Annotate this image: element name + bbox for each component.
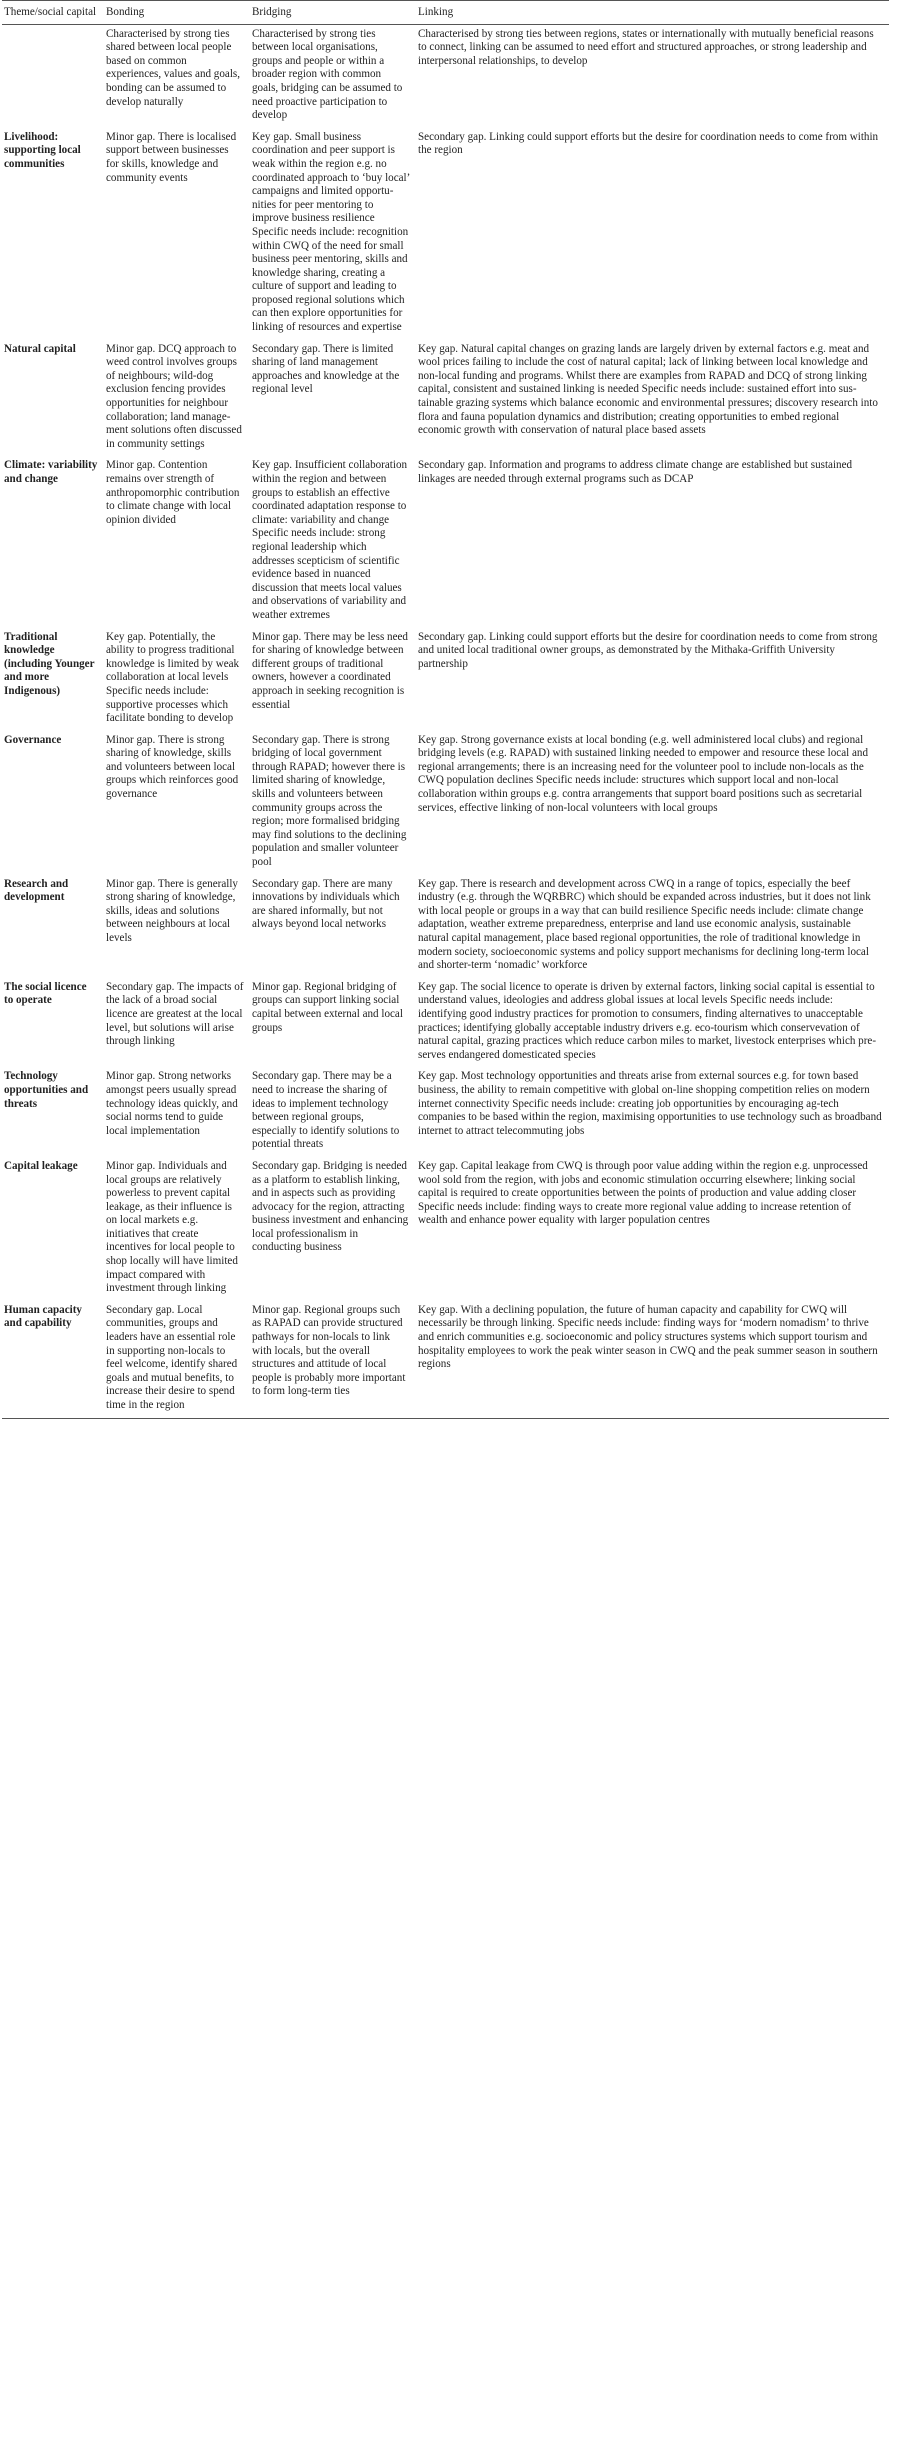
linking-cell: Key gap. There is research and development across CWQ in a range of topics, especially the beef industry (e.g. through the WQRBRC) which should be expanded across industries, but it does not link with local people or groups in a way that can build resilience Specific needs include: climate change adaptation, weather extreme preparedness, enterprise and land use economic analysis, sustainable natural capital management, place based regional opportunities, the role of traditional knowledge in modern society, socioeconomic systems and policy support mechanisms for declining long-term local and shorter-term ‘nomadic’ workforce [418,877,871,972]
theme-cell: Research and development [4,877,69,904]
bridging-cell: Secondary gap. There is limited sharing of land management approaches and knowledge at the regional level [252,342,400,396]
theme-cell: Technology opportunities and threats [4,1070,89,1110]
bridging-cell: Secondary gap. There is strong bridging of local government through RAPAD; however there is limited sharing of knowledge, skills and volunteers between community groups across the region; more formalised bridging may find solutions to the declining population and smaller volunteer pool [252,733,407,869]
theme-cell: Traditional knowledge (including Younger and more Indigenous) [4,630,95,697]
table-row [2,731,889,875]
linking-cell: Key gap. The social licence to operate is driven by external factors, linking social capital is essential to understand values, ideologies and address global issues at local levels Specific needs include: identifying good industry practices for promotion to consumers, finding alternatives to unacceptable practices; identifying globally acceptable industry drivers e.g. eco-tourism which conservevation of natural capital, grazing practices which reduce carbon miles to market, livestock enterprises which preserves endangered domesticated species [418,980,877,1061]
theme-cell: Natural capital [4,342,76,355]
table-row [2,24,889,128]
table-row [2,128,889,340]
bonding-cell: Key gap. Potentially, the ability to progress traditional knowledge is limited by weak collaboration at local levels Specific needs include: supportive processes which facilitate bonding to develop [106,630,240,725]
linking-cell: Characterised by strong ties between regions, states or internationally with mutually beneficial reasons to connect, linking can be assumed to need effort and structured approaches, or strong leadership and interpersonal relationships, to develop [418,27,874,67]
bridging-cell: Secondary gap. There may be a need to increase the sharing of ideas to implement technology between regional groups, especially to identify solutions to potential threats [252,1070,400,1151]
bridging-cell: Minor gap. Regional bridging of groups can support linking social capital between external and local groups [252,980,403,1034]
bridging-cell: Characterised by strong ties between local organisations, groups and people or within a broader region with common goals, bridging can be assumed to need proactive participation to develop [252,27,403,122]
bonding-cell: Minor gap. There is localised support between businesses for skills, knowledge and community events [106,130,237,184]
bonding-cell: Characterised by strong ties shared between local people based on common experiences, values and goals, bonding can be assumed to develop naturally [106,27,240,108]
theme-cell [2,24,104,128]
bonding-cell: Secondary gap. The impacts of the lack of a broad social licence are greatest at the local level, but solutions will arise through linking [106,980,244,1048]
linking-cell: Secondary gap. Information and programs to address climate change are established but sustained linkages are needed through external programs such as DCAP [418,459,853,485]
linking-cell: Key gap. Strong governance exists at local bonding (e.g. well administered local clubs) and regional bridging levels (e.g. RAPAD) with sustained linking needed to empower and resource these local and regional arrangements; there is an increasing need for the volunteer pool to include non-locals as the CWQ population declines Specific needs include: structures which support local and non-local collaboration within groups e.g. contra arrangements that support board positions such as secretarial services, effective linking of non-local volunteers with local groups [418,733,869,814]
bridging-cell: Key gap. Small business coordination and peer support is weak within the region e.g. no coordinated approach to ‘buy local’ campaigns and limited opportunities for peer mentoring to improve business resilience Specific needs include: recognition within CWQ of the need for small business peer mentoring, skills and knowledge sharing, creating a culture of support and leading to proposed regional solutions which can then explore opportunities for linking of resources and expertise [252,130,410,334]
bridging-cell: Minor gap. There may be less need for sharing of knowledge between different groups of traditional owners, however a coordinated approach in seeking recognition is essential [252,630,408,711]
social-capital-gap-table [2,0,889,1419]
bonding-cell: Minor gap. There is strong sharing of knowledge, skills and volunteers between local groups which reinforces good governance [106,733,239,801]
linking-cell: Key gap. With a declining population, the future of human capacity and capability for CWQ will necessarily be through linking. Specific needs include: finding ways for ‘modern nomadism’ to thrive and enrich communities e.g. socioeconomic and policy structures systems which support tourism and hospitality employees to work the peak winter season in CWQ and the peak summer season in southern regions [416,1301,889,1418]
table-row [2,456,889,627]
bonding-cell: Minor gap. There is generally strong sharing of knowledge, skills, ideas and solutions between neighbours at local levels [106,877,238,944]
table-row [2,628,889,731]
header-bridging: Bridging [250,1,416,25]
linking-cell: Key gap. Most technology opportunities and threats arise from external sources e.g. for town based business, the ability to remain competitive with global on-line shopping competition relies on modern internet connectivity Specific needs include: creating job opportunities by encouraging ag-tech companies to be based within the region, maximising opportunities to use technology such as broadband internet to attract telecommuting jobs [418,1070,882,1137]
bonding-cell: Minor gap. Strong networks amongst peers usually spread technology ideas quickly, and social norms tend to guide local implementation [106,1070,238,1137]
table-header [2,1,889,25]
bridging-cell: Key gap. Insufficient collaboration within the region and between groups to establish an effective coordinated adaptation response to climate: variability and change Specific needs include: strong regional leadership which addresses scepticism of scientific evidence based in nuanced discussion that meets local values and observations of variability and weather extremes [252,459,408,621]
bonding-cell: Minor gap. Individuals and local groups are relatively powerless to prevent capital leakage, as their influence is on local markets e.g. initiatives that create incentives for local people to shop locally will have limited impact compared with investment through linking [106,1159,238,1295]
bonding-cell: Minor gap. DCQ approach to weed control involves groups of neighbours; wild-dog exclusion fencing provides opportunities for neighbour collaboration; land management solutions often discussed in community settings [106,342,242,450]
header-bonding: Bonding [104,1,250,25]
linking-cell: Secondary gap. Linking could support efforts but the desire for coordination needs to come from within the region [418,130,879,157]
bridging-cell: Minor gap. Regional groups such as RAPAD can provide structured pathways for non-locals to link with locals, but the overall structures and attitude of local people is probably more important to form long-term ties [250,1301,416,1418]
theme-cell: Human capacity and capability [2,1301,104,1418]
theme-cell: Climate: variability and change [4,459,98,485]
table-row [2,340,889,457]
table-row [2,875,889,978]
header-row [2,1,889,25]
linking-cell: Key gap. Natural capital changes on grazing lands are largely driven by external factors e.g. meat and wool prices failing to include the cost of natural capital; lack of linking between local knowledge and non-local funding and programs. Whilst there are examples from RAPAD and DCQ of strong linking capital, consistent and sustained linking is needed Specific needs include: sustained effort into sustainable grazing systems which balance economic and environmental pressures; discovery research into flora and fauna population dynamics and distribution; creating opportunities to embed regional economic growth with conservation of natural place based assets [418,342,878,437]
header-linking: Linking [416,1,889,25]
theme-cell: Capital leakage [4,1159,78,1172]
linking-cell: Key gap. Capital leakage from CWQ is through poor value adding within the region e.g. unprocessed wool sold from the region, with jobs and economic stimulation occurring elsewhere; linking social capital is required to create opportunities between the points of production and value adding closer Specific needs include: finding ways to create more regional value adding to increase retention of wealth and enhance power equality with larger population centres [418,1159,868,1227]
theme-cell: Governance [4,733,62,746]
theme-cell: The social licence to operate [4,980,87,1007]
bonding-cell: Minor gap. Contention remains over strength of anthropomorphic contribution to climate change with local opinion divided [106,459,240,526]
table-body [2,24,889,1418]
linking-cell: Secondary gap. Linking could support efforts but the desire for coordination needs to come from strong and united local traditional owner groups, as demonstrated by the Mithaka-Griffith University partnership [418,630,878,670]
bridging-cell: Secondary gap. Bridging is needed as a platform to establish linking, and in aspects such as providing advocacy for the region, attracting business investment and enhancing local professionalism in conducting business [252,1159,409,1254]
table-row [2,978,889,1068]
table-row [2,1067,889,1157]
bridging-cell: Secondary gap. There are many innovations by individuals which are shared informally, but not always beyond local networks [252,877,400,931]
bonding-cell: Secondary gap. Local communities, groups and leaders have an essential role in supporting non-locals to feel welcome, identify shared goals and mutual benefits, to increase their desire to spend time in the region [104,1301,250,1418]
header-theme: Theme/social capital [2,1,104,25]
table-row [2,1157,889,1301]
theme-cell: Livelihood: supporting local communities [4,130,81,170]
table-row [2,1301,889,1418]
